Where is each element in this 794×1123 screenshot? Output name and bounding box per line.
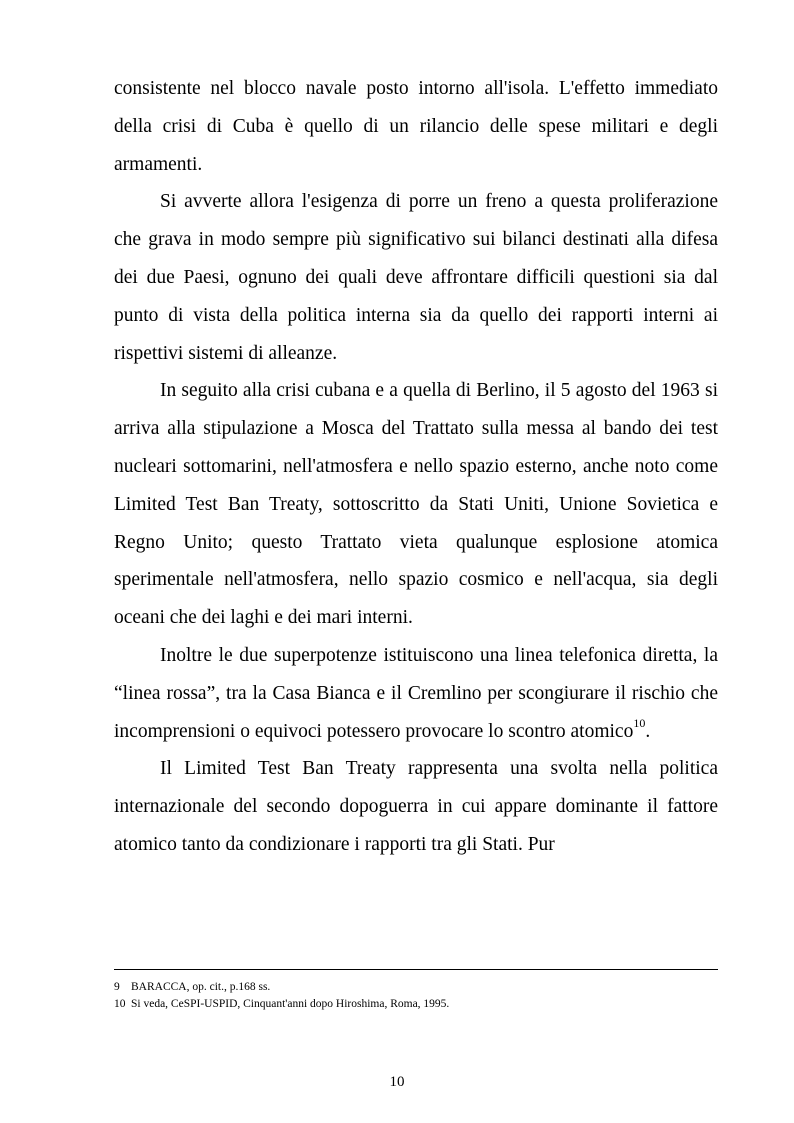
paragraph-4	[114, 637, 718, 750]
paragraph-4-end: .	[645, 720, 651, 742]
paragraph-1: consistente nel blocco navale posto intorno all'isola. L'effetto immediato della crisi di Cuba è quello di un rilancio delle spese militari e degli armamenti.	[114, 78, 718, 175]
paragraph-4-text: Inoltre le due superpotenze istituiscono una linea telefonica diretta, la “linea rossa”, tra la Casa Bianca e il Cremlino per scongiurare il rischio che incomprensioni o equivoci potessero provocare lo scontro atomico	[114, 644, 718, 742]
footnotes	[114, 979, 718, 1013]
footnote-number: 9	[114, 981, 120, 993]
footnote-text: BARACCA, op. cit., p.168 ss.	[131, 981, 271, 993]
paragraph-3: In seguito alla crisi cubana e a quella di Berlino, il 5 agosto del 1963 si arriva alla stipulazione a Mosca del Trattato sulla messa al bando dei test nucleari sottomarini, nell'atmosfera e nello spazio esterno, anche noto come Limited Test Ban Treaty, sottoscritto da Stati Uniti, Unione Sovietica e Regno Unito; questo Trattato vieta qualunque esplosione atomica sperimentale nell'atmosfera, nello spazio cosmico e nell'acqua, sia degli oceani che dei laghi e dei mari interni.	[114, 380, 718, 629]
footnote-text: Si veda, CeSPI-USPID, Cinquant'anni dopo Hiroshima, Roma, 1995.	[131, 998, 450, 1010]
footnote-10	[114, 996, 718, 1013]
footnote-9	[114, 979, 718, 996]
footnote-number: 10	[114, 998, 126, 1010]
footnote-separator	[114, 969, 718, 970]
paragraph-5: Il Limited Test Ban Treaty rappresenta una svolta nella politica internazionale del secondo dopoguerra in cui appare dominante il fattore atomico tanto da condizionare i rapporti tra gli Stati. Pur	[114, 758, 718, 855]
body-text	[114, 70, 718, 864]
footnote-reference-10: 10	[633, 716, 646, 731]
paragraph-2: Si avverte allora l'esigenza di porre un freno a questa proliferazione che grava in modo sempre più significativo sui bilanci destinati alla difesa dei due Paesi, ognuno dei quali deve affrontare difficili questioni sia dal punto di vista della politica interna sia da quello dei rapporti interni ai rispettivi sistemi di alleanze.	[114, 191, 718, 364]
page-number: 10	[389, 1074, 405, 1090]
